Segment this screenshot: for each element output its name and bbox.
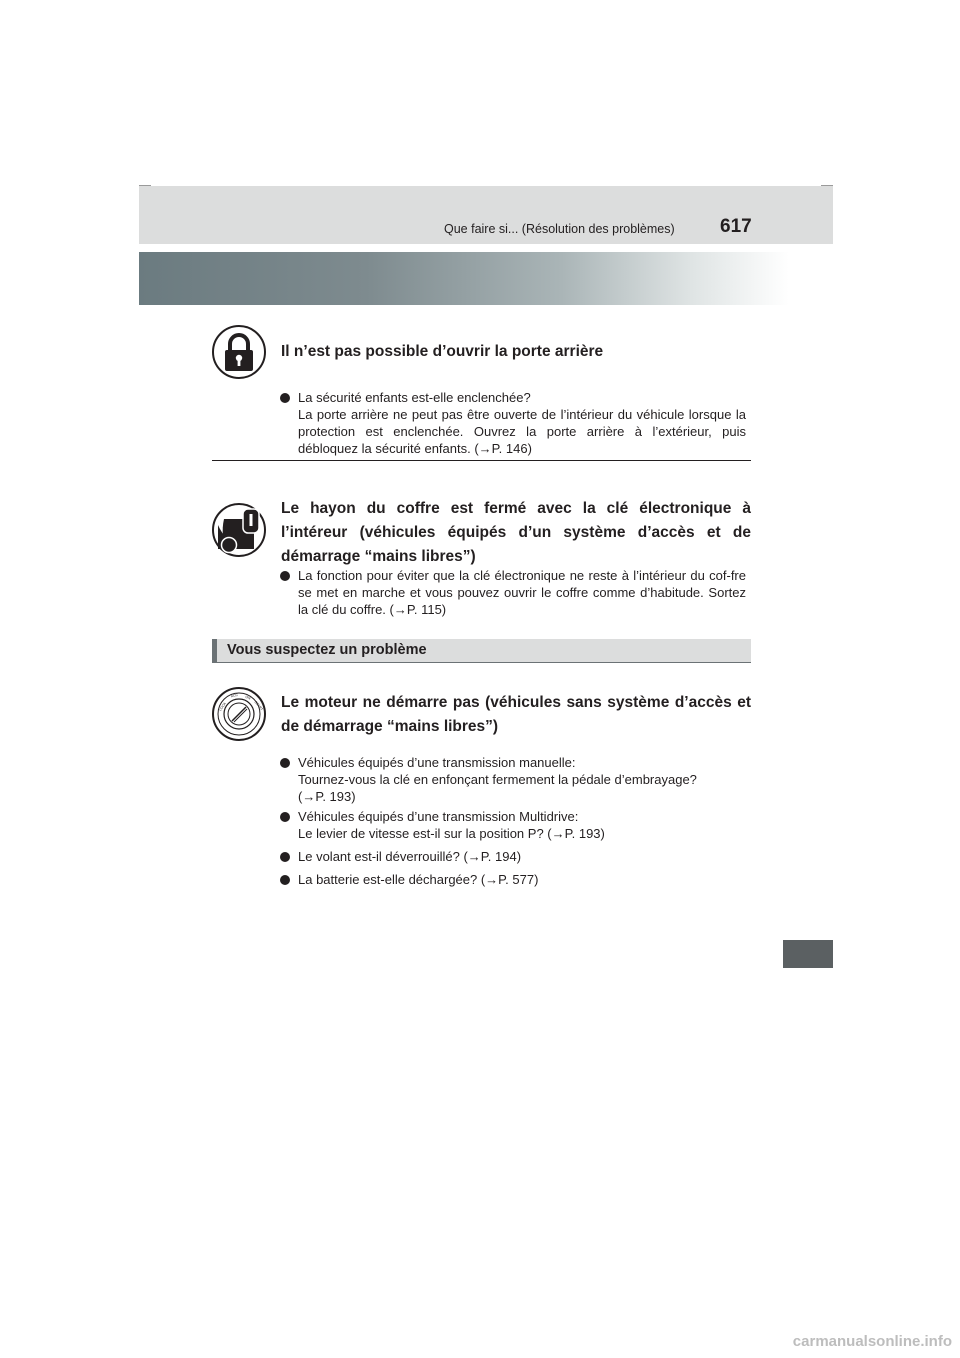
list-item <box>298 871 753 888</box>
section-divider <box>212 460 751 461</box>
bullet-line: Le levier de vitesse est-il sur la position P? (→P. 193) <box>298 826 605 841</box>
bullet-text: La porte arrière ne peut pas être ouverte de l’intérieur du véhicule lorsque la protection est enclenchée. Ouvrez la porte arrière à l’extérieur, puis débloquez la sécurité enfants. (→P. 146) <box>298 407 746 456</box>
ignition-label-start: START <box>253 700 264 712</box>
electronic-key-icon <box>212 503 266 557</box>
bullet-dot <box>280 758 290 768</box>
list-item <box>298 567 746 618</box>
chapter-side-tab <box>783 940 833 968</box>
list-item <box>298 808 753 842</box>
category-title: Vous suspectez un problème <box>227 642 427 658</box>
bullet-line: Tournez-vous la clé en enfonçant fermement la pédale d’embrayage? <box>298 772 697 787</box>
bullet-text: La fonction pour éviter que la clé électronique ne reste à l’intérieur du cof-fre se met en marche et vous pouvez ouvrir le coffre comme d’habitude. Sortez la clé du coffre. (→P. 115) <box>298 568 746 617</box>
section-heading-trunk-key: Le hayon du coffre est fermé avec la clé électronique à l’intéreur (véhicules équipés d’un système d’accès et de démarrage “mains libres”) <box>281 500 751 565</box>
header-title: Que faire si... (Résolution des problèmes) <box>444 222 675 236</box>
ignition-label-acc: ACC <box>230 692 239 699</box>
bullet-dot <box>280 852 290 862</box>
bullet-line: Véhicules équipés d’une transmission Multidrive: <box>298 809 579 824</box>
list-item <box>298 389 746 457</box>
section-heading-engine: Le moteur ne démarre pas (véhicules sans système d’accès et de démarrage “mains libres”) <box>281 694 751 735</box>
ignition-switch-icon <box>212 687 266 741</box>
ignition-label-on: ON <box>244 694 252 701</box>
category-bar <box>212 639 751 663</box>
footer-watermark: carmanualsonline.info <box>792 1333 952 1350</box>
chapter-gradient-band <box>139 252 789 305</box>
list-item <box>298 754 753 805</box>
list-item <box>298 848 753 865</box>
bullet-line: La batterie est-elle déchargée? (→P. 577) <box>298 872 539 887</box>
bullet-line: Véhicules équipés d’une transmission manuelle: <box>298 755 576 770</box>
section-heading-rear-door: Il n’est pas possible d’ouvrir la porte arrière <box>281 343 604 360</box>
page-number: 617 <box>720 216 752 237</box>
bullet-dot <box>280 875 290 885</box>
bullet-question: La sécurité enfants est-elle enclenchée? <box>298 390 531 405</box>
bullet-dot <box>280 571 290 581</box>
bullet-dot <box>280 812 290 822</box>
padlock-icon <box>212 325 266 379</box>
bullet-dot <box>280 393 290 403</box>
bullet-line: Le volant est-il déverrouillé? (→P. 194) <box>298 849 522 864</box>
ignition-label-lock: LOCK <box>218 701 227 712</box>
bullet-line: (→P. 193) <box>298 789 356 804</box>
